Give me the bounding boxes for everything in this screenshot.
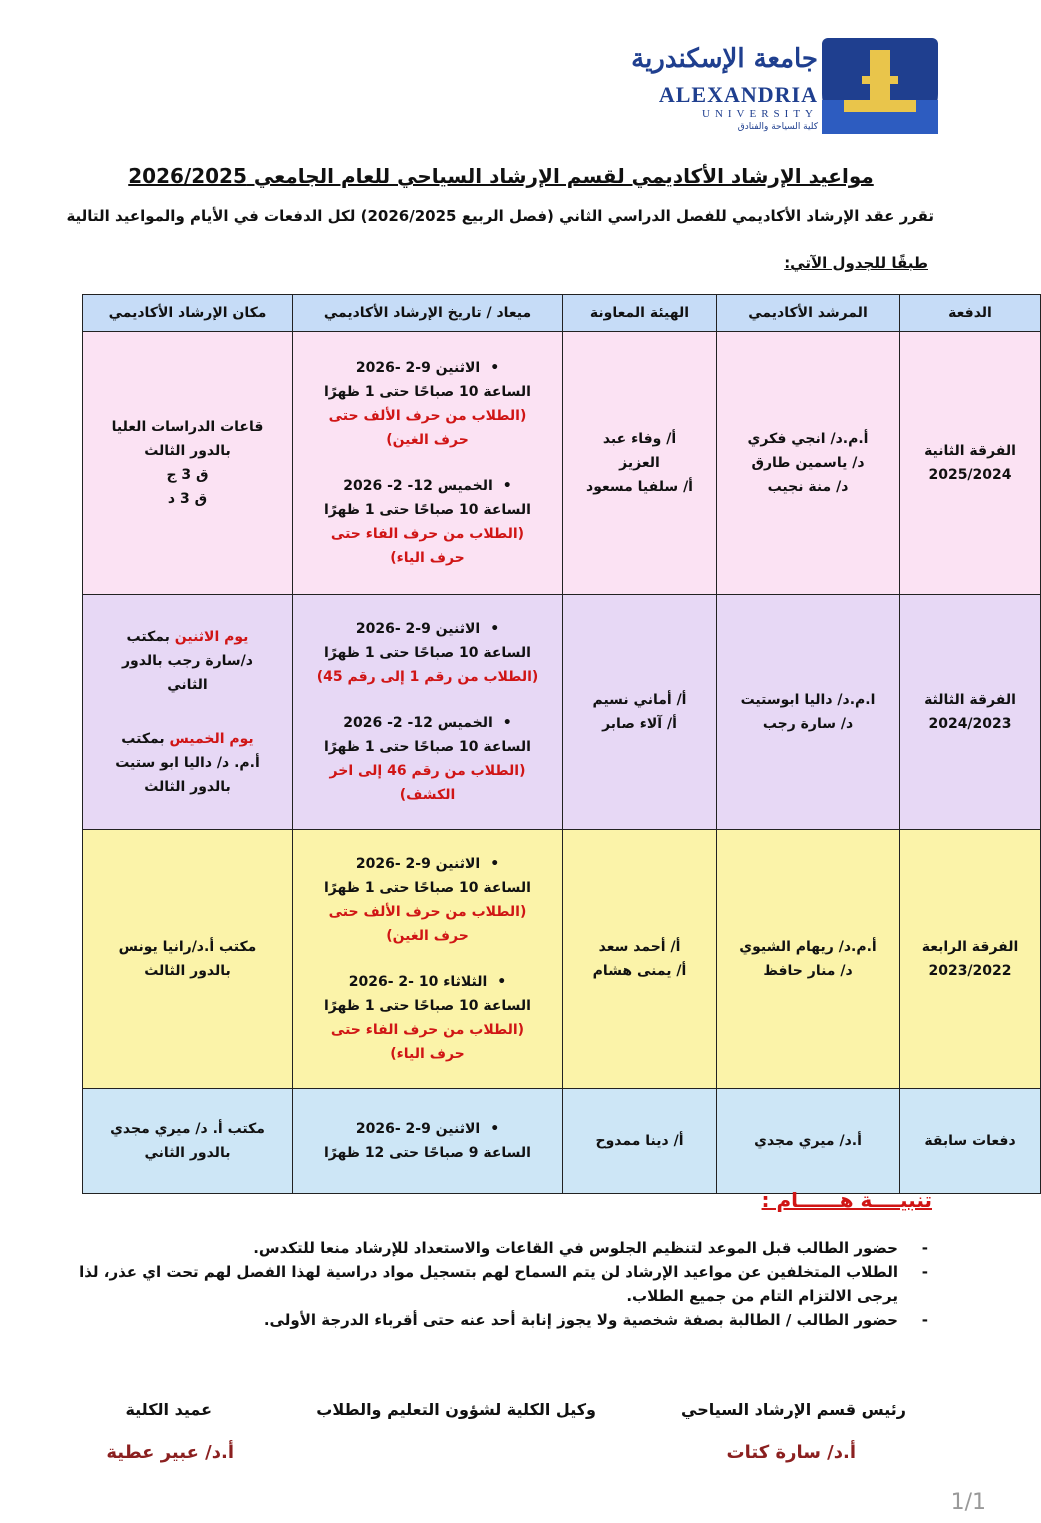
logo-faculty: كلية السياحة والفنادق	[737, 122, 818, 132]
appointment-note: حرف الغين)	[386, 928, 469, 944]
advisor-name: د/ منار حافظ	[763, 963, 853, 979]
lighthouse-crest-icon	[822, 38, 938, 134]
university-logo	[631, 30, 938, 140]
head-name: أ.د/ سارة كتات	[726, 1442, 856, 1463]
appointment	[299, 1117, 556, 1165]
place-day-highlight: يوم الاثنين	[174, 629, 249, 645]
advisor-name: د/ منة نجيب	[767, 479, 849, 495]
appointment-note: (الطلاب من حرف الفاء حتى	[330, 1022, 525, 1038]
place-cell	[83, 830, 293, 1089]
head-title: رئيس قسم الإرشاد السياحي	[681, 1400, 906, 1419]
appointment	[299, 356, 556, 452]
place-line: ق 3 ج	[166, 467, 209, 483]
appointment-note: حرف الياء)	[390, 1046, 465, 1062]
header-staff: الهيئة المعاونة	[563, 295, 717, 332]
table-row	[83, 595, 1041, 830]
note-item: - حضور الطالب قبل الموعد لتنظيم الجلوس في القاعات والاستعداد للإرشاد منعا للتكدس.	[78, 1236, 898, 1260]
staff-name: أ/ يمنى هشام	[592, 963, 687, 979]
appointment-cell	[293, 332, 563, 595]
notes-list	[78, 1236, 898, 1332]
staff-cell	[563, 595, 717, 830]
staff-name: أ/ دينا ممدوح	[595, 1133, 684, 1149]
page-title: مواعيد الإرشاد الأكاديمي لقسم الإرشاد السياحي للعام الجامعي 2026/2025	[128, 164, 874, 188]
batch-cell	[900, 830, 1041, 1089]
warning-title: تنبيــــة هــــــام :	[761, 1188, 932, 1212]
appointment-note: الكشف)	[399, 787, 456, 803]
appointment-time: الساعة 10 صباحًا حتى 1 ظهرًا	[324, 384, 531, 400]
table-row	[83, 830, 1041, 1089]
appointment-note: (الطلاب من حرف الألف حتى	[328, 904, 527, 920]
table-row	[83, 1089, 1041, 1194]
place-line: بالدور الثالث	[144, 779, 231, 795]
staff-cell	[563, 332, 717, 595]
appointment-time: الساعة 10 صباحًا حتى 1 ظهرًا	[324, 502, 531, 518]
place-line: مكتب أ.د/رانيا يونس	[118, 939, 257, 955]
advisor-cell	[717, 1089, 900, 1194]
appointment	[299, 852, 556, 948]
advisor-cell	[717, 332, 900, 595]
appointment	[299, 617, 556, 689]
advisor-name: أ.د/ ميري مجدي	[754, 1133, 862, 1149]
advisor-name: أ.م.د/ ريهام الشيوي	[739, 939, 877, 955]
appointment-cell	[293, 830, 563, 1089]
place-office-label: بمكتب	[121, 731, 170, 747]
appointment	[299, 970, 556, 1066]
advisor-name: د/ سارة رجب	[762, 716, 854, 732]
staff-name: أ/ أحمد سعد	[598, 939, 681, 955]
batch-cell	[900, 595, 1041, 830]
place-line: بالدور الثالث	[144, 443, 231, 459]
staff-name: أ/ آلاء صابر	[602, 716, 677, 732]
dean-name: أ.د/ عبير عطية	[106, 1442, 234, 1463]
intro-text: تقرر عقد الإرشاد الأكاديمي للفصل الدراسي الثاني (فصل الربيع 2026/2025) لكل الدفعات في الأيام والمواعيد التالية	[66, 207, 934, 225]
appointment-cell	[293, 595, 563, 830]
appointment-day: • الاثنين 9-2 -2026	[299, 617, 556, 641]
place-line: مكتب أ. د/ ميري مجدي	[110, 1121, 265, 1137]
advisor-name: أ.م.د/ انجي فكري	[747, 431, 869, 447]
appointment-time: الساعة 10 صباحًا حتى 1 ظهرًا	[324, 880, 531, 896]
appointment-time: الساعة 10 صباحًا حتى 1 ظهرًا	[324, 998, 531, 1014]
appointment-note: (الطلاب من رقم 46 إلى اخر	[329, 763, 526, 779]
place-line: بالدور الثالث	[144, 963, 231, 979]
appointment-time: الساعة 9 صباحًا حتى 12 ظهرًا	[324, 1145, 531, 1161]
advisor-name: د/ ياسمين طارق	[751, 455, 865, 471]
appointment-note: (الطلاب من رقم 1 إلى رقم 45)	[316, 669, 539, 685]
header-place: مكان الإرشاد الأكاديمي	[83, 295, 293, 332]
staff-cell	[563, 830, 717, 1089]
advisor-cell	[717, 830, 900, 1089]
staff-name: أ/ وفاء عبد	[602, 431, 677, 447]
appointment-day: • الخميس 12- 2- 2026	[299, 711, 556, 735]
intro-subtext: طبقًا للجدول الآتي:	[784, 254, 928, 272]
appointment-day: • الاثنين 9-2 -2026	[299, 852, 556, 876]
place-line: أ.م. د/ داليا ابو ستيت	[115, 755, 260, 771]
batch-name: الفرقة الثانية	[924, 443, 1016, 459]
staff-name: العزيز	[619, 455, 660, 471]
dean-title: عميد الكلية	[125, 1400, 212, 1419]
batch-cell	[900, 1089, 1041, 1194]
table-row	[83, 332, 1041, 595]
place-office-label: بمكتب	[126, 629, 175, 645]
batch-name: دفعات سابقة	[924, 1133, 1016, 1149]
place-line	[89, 625, 286, 649]
appointment-time: الساعة 10 صباحًا حتى 1 ظهرًا	[324, 739, 531, 755]
logo-university: UNIVERSITY	[702, 108, 818, 120]
logo-english: ALEXANDRIA	[658, 82, 818, 107]
staff-cell	[563, 1089, 717, 1194]
batch-year: 2024/2023	[928, 716, 1012, 732]
place-line: ق 3 د	[167, 491, 208, 507]
appointment-note: (الطلاب من حرف الألف حتى	[328, 408, 527, 424]
header-appointment: ميعاد / تاريخ الإرشاد الأكاديمي	[293, 295, 563, 332]
place-cell	[83, 1089, 293, 1194]
appointment-cell	[293, 1089, 563, 1194]
appointment	[299, 474, 556, 570]
place-line	[89, 727, 286, 751]
place-line: د/سارة رجب بالدور	[122, 653, 253, 669]
place-day-highlight: يوم الخميس	[169, 731, 254, 747]
appointment-day: • الاثنين 9-2 -2026	[299, 356, 556, 380]
appointment-note: (الطلاب من حرف الفاء حتى	[330, 526, 525, 542]
appointment-time: الساعة 10 صباحًا حتى 1 ظهرًا	[324, 645, 531, 661]
table-header-row	[83, 295, 1041, 332]
note-item: - حضور الطالب / الطالبة بصفة شخصية ولا يجوز إنابة أحد عنه حتى أقرباء الدرجة الأولى.	[78, 1308, 898, 1332]
advisor-name: ا.م.د/ داليا ابوستيت	[740, 692, 876, 708]
appointment-day: • الاثنين 9-2 -2026	[299, 1117, 556, 1141]
schedule-table	[82, 294, 1041, 1194]
header-advisor: المرشد الأكاديمي	[717, 295, 900, 332]
batch-year: 2025/2024	[928, 467, 1012, 483]
place-line: الثاني	[167, 677, 208, 693]
note-item: - الطلاب المتخلفين عن مواعيد الإرشاد لن يتم السماح لهم بتسجيل مواد دراسية لهذا الفصل لهم تحت اي عذر، لذا يرجى الالتزام التام من جميع الطلاب.	[78, 1260, 898, 1308]
advisor-cell	[717, 595, 900, 830]
appointment-day: • الثلاثاء 10 -2 -2026	[299, 970, 556, 994]
batch-year: 2023/2022	[928, 963, 1012, 979]
appointment-day: • الخميس 12- 2- 2026	[299, 474, 556, 498]
vice-title: وكيل الكلية لشؤون التعليم والطلاب	[316, 1400, 596, 1419]
place-cell	[83, 595, 293, 830]
appointment-note: حرف الغين)	[386, 432, 469, 448]
batch-name: الفرقة الرابعة	[921, 939, 1019, 955]
place-line: بالدور الثاني	[144, 1145, 231, 1161]
appointment-note: حرف الياء)	[390, 550, 465, 566]
place-line: قاعات الدراسات العليا	[111, 419, 264, 435]
header-batch: الدفعة	[900, 295, 1041, 332]
page-number: 1/1	[950, 1490, 986, 1515]
batch-cell	[900, 332, 1041, 595]
logo-arabic: جامعة الإسكندرية	[631, 44, 818, 74]
appointment	[299, 711, 556, 807]
place-cell	[83, 332, 293, 595]
batch-name: الفرقة الثالثة	[924, 692, 1016, 708]
staff-name: أ/ سلفيا مسعود	[586, 479, 693, 495]
staff-name: أ/ أماني نسيم	[592, 692, 687, 708]
